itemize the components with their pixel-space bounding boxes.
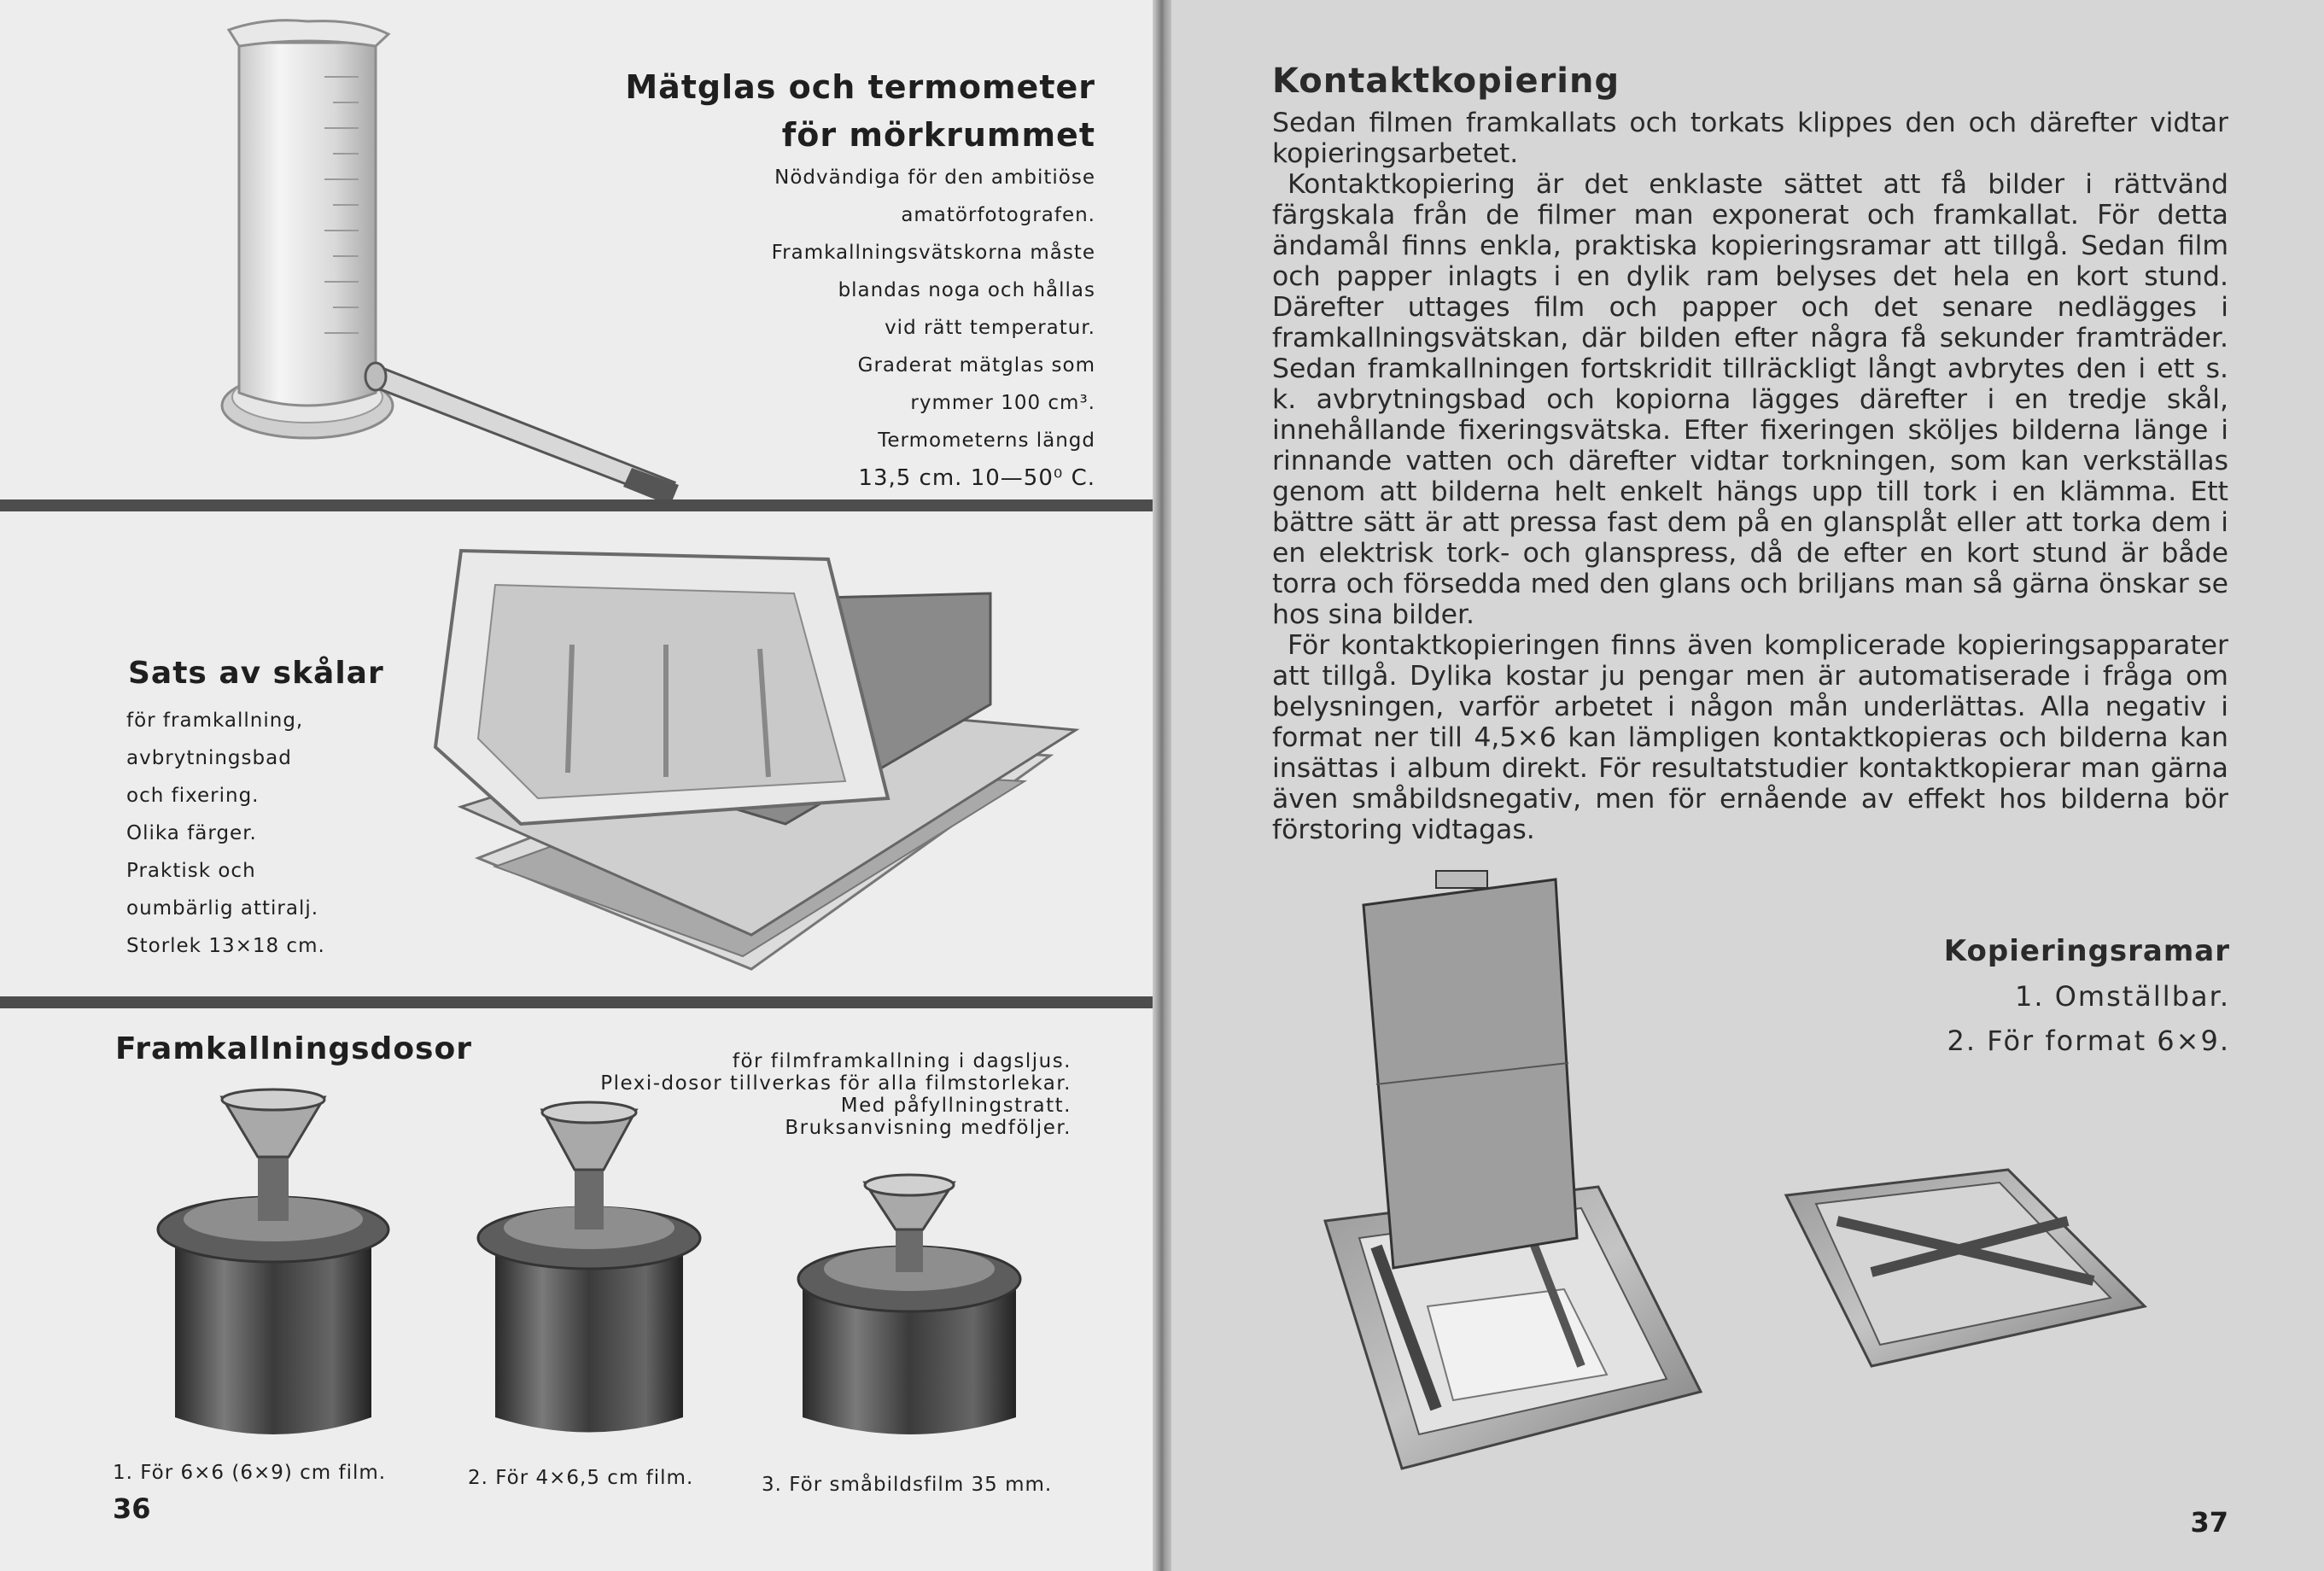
book-gutter xyxy=(1153,0,1173,1571)
section3-line: för filmframkallning i dagsljus. xyxy=(732,1050,1071,1072)
tank-caption-1: 1. För 6×6 (6×9) cm film. xyxy=(113,1462,387,1484)
paragraph: Kontaktkopiering är det enklaste sättet att få bilder i rättvänd färgskala från de filmer man exponerat och framkallat. För detta ändamål finns enkla, praktiska kopieringsramar att tillgå. Sedan film och papper inlagts i en dylik ram belyses det hela en kort stund. Därefter uttages film och papper och det senare nedlägges i framkallningsvätskan, där bilden efter några få sekunder framträder. Sedan framkallningen fortskridit tillräckligt långt avbrytes den i ett s. k. avbrytningsbad och kopiorna lägges därefter i en tredje skål, innehållande fixeringsvätska. Efter fixeringen sköljes bilderna länge i rinnande vatten och därefter vidtar torkningen, som kan verkställas genom att bilderna helt enkelt hängs upp till tork i en klämma. Ett bättre sätt är att pressa fast dem på en glansplåt eller att torka dem i en elektrisk tork- och glanspress, då de efter en kort stund är både torra och försedda med den glans och briljans man så gärna önskar se hos sina bilder. xyxy=(1272,169,2228,630)
main-text xyxy=(1272,108,2228,845)
section1-title-line1: Mätglas och termometer xyxy=(625,68,1095,106)
section3-title: Framkallningsdosor xyxy=(115,1031,472,1066)
section1-line: vid rätt temperatur. xyxy=(885,317,1095,339)
divider-band xyxy=(0,996,1161,1008)
paragraph: För kontaktkopieringen finns även komplicerade kopieringsapparater att tillgå. Dylika kostar ju pengar men är automatiserade i fråga om belysningen, varför arbetet i någon mån underlättas. Alla negativ i format ner till 4,5×6 kan lämpligen kontaktkopieras och bilderna kan insättas i album direkt. För resultatstudier kontaktkopierar man gärna även småbildsnegativ, men för ernående av effekt hos bilderna bör förstoring vidtagas. xyxy=(1272,630,2228,845)
section1-line: Termometerns längd xyxy=(878,429,1095,452)
section2-line: oumbärlig attiralj. xyxy=(126,897,319,920)
section1-line: amatörfotografen. xyxy=(901,204,1095,226)
section2-line: Praktisk och xyxy=(126,860,256,882)
frames-caption-item-1: 1. Omställbar. xyxy=(2015,980,2230,1013)
section1-line: rymmer 100 cm³. xyxy=(910,392,1095,414)
tank-caption-2: 2. För 4×6,5 cm film. xyxy=(468,1467,694,1489)
section2-line: avbrytningsbad xyxy=(126,747,292,769)
section1-body xyxy=(669,159,1095,497)
developing-trays-illustration xyxy=(427,534,1093,995)
section2-line: för framkallning, xyxy=(126,710,304,732)
page-number-left: 36 xyxy=(113,1492,151,1525)
tank-caption-3: 3. För småbildsfilm 35 mm. xyxy=(762,1474,1053,1496)
developing-tank-2-illustration xyxy=(474,1106,704,1464)
copying-frames-illustration xyxy=(1325,879,2179,1494)
left-page xyxy=(0,0,1161,1571)
section1-line: Graderat mätglas som xyxy=(857,354,1095,377)
section3-line: Plexi-dosor tillverkas för alla filmstorlekar. xyxy=(600,1072,1071,1095)
section1-line: Nödvändiga för den ambitiöse xyxy=(774,166,1095,189)
section2-line: och fixering. xyxy=(126,785,260,807)
measuring-glass-thermometer-illustration xyxy=(213,17,692,512)
right-page xyxy=(1171,0,2324,1571)
section3-line: Med påfyllningstratt. xyxy=(840,1095,1071,1117)
section2-title: Sats av skålar xyxy=(128,656,384,691)
page-number-right: 37 xyxy=(2190,1506,2228,1539)
page-title: Kontaktkopiering xyxy=(1272,61,1620,101)
section2-line: Storlek 13×18 cm. xyxy=(126,935,325,957)
divider-band xyxy=(0,499,1161,511)
section2-line: Olika färger. xyxy=(126,822,257,844)
section1-line: 13,5 cm. 10—50⁰ C. xyxy=(858,465,1095,491)
section1-line: Framkallningsvätskorna måste xyxy=(771,242,1095,264)
frames-caption-title: Kopieringsramar xyxy=(1943,934,2230,968)
developing-tank-3-illustration xyxy=(790,1178,1029,1469)
section1-line: blandas noga och hållas xyxy=(838,279,1095,301)
section1-title-line2: för mörkrummet xyxy=(781,116,1095,154)
paragraph: Sedan filmen framkallats och torkats klippes den och därefter vidtar kopieringsarbetet. xyxy=(1272,108,2228,169)
developing-tank-1-illustration xyxy=(154,1093,393,1469)
section2-body xyxy=(126,702,325,965)
frames-caption-item-2: 2. För format 6×9. xyxy=(1947,1025,2230,1057)
section3-line: Bruksanvisning medföljer. xyxy=(785,1117,1071,1139)
